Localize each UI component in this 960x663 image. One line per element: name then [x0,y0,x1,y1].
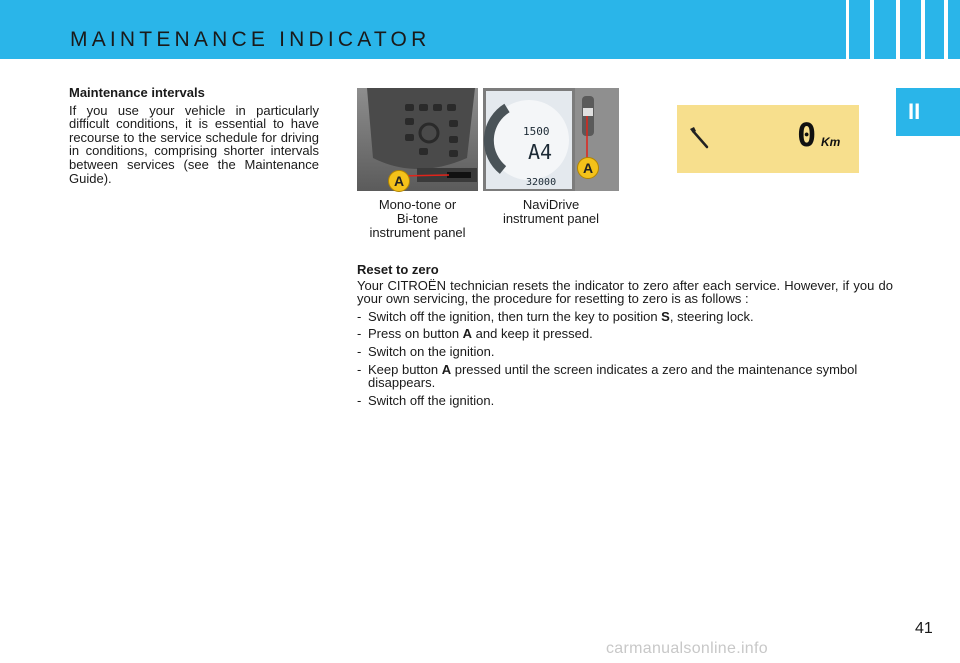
maintenance-intervals-section [69,86,319,185]
mono-tone-caption: Mono-tone or Bi-tone instrument panel [369,197,466,240]
button-a-marker-navi: A [577,157,599,179]
list-item: - Press on button A and keep it pressed. [357,326,593,342]
mono-tone-panel-illustration [357,88,478,191]
header-stripes [838,0,960,59]
navi-readout-top: 1500 [523,125,550,138]
reset-section [357,263,893,411]
navi-readout-bottom: 32000 [526,177,557,188]
watermark: carmanualsonline.info [606,640,768,657]
maintenance-display [677,105,859,173]
navi-readout-mid: A4 [528,140,553,164]
reset-intro: Your CITROËN technician resets the indicator to zero after each service. However, if you do your own servicing, the procedure for resetting to zero is as follows : [357,277,893,307]
page-title: MAINTENANCE INDICATOR [70,28,431,51]
chapter-tab[interactable]: II [896,88,960,136]
list-item: - Switch on the ignition. [357,343,495,359]
intervals-body: If you use your vehicle in particularly difficult conditions, it is essential to have recourse to the service schedule for driving in conditions, comprising shorter intervals between services (see the Maintenance Guide). [69,102,319,186]
display-value: 0 [797,116,817,154]
button-a-marker-mono: A [388,170,410,192]
list-item: - Switch off the ignition, then turn the key to position S, steering lock. [357,308,754,324]
list-item: - Switch off the ignition. [357,392,495,408]
page-number: 41 [915,620,933,637]
navidrive-caption: NaviDrive instrument panel [502,197,600,226]
intervals-heading: Maintenance intervals [69,85,205,100]
reset-steps [357,310,893,408]
display-unit: Km [821,135,841,149]
wrench-icon [687,125,713,151]
list-item: - Keep button A pressed until the screen indicates a zero and the maintenance symbol disappears. [357,361,858,391]
reset-heading: Reset to zero [357,262,439,277]
